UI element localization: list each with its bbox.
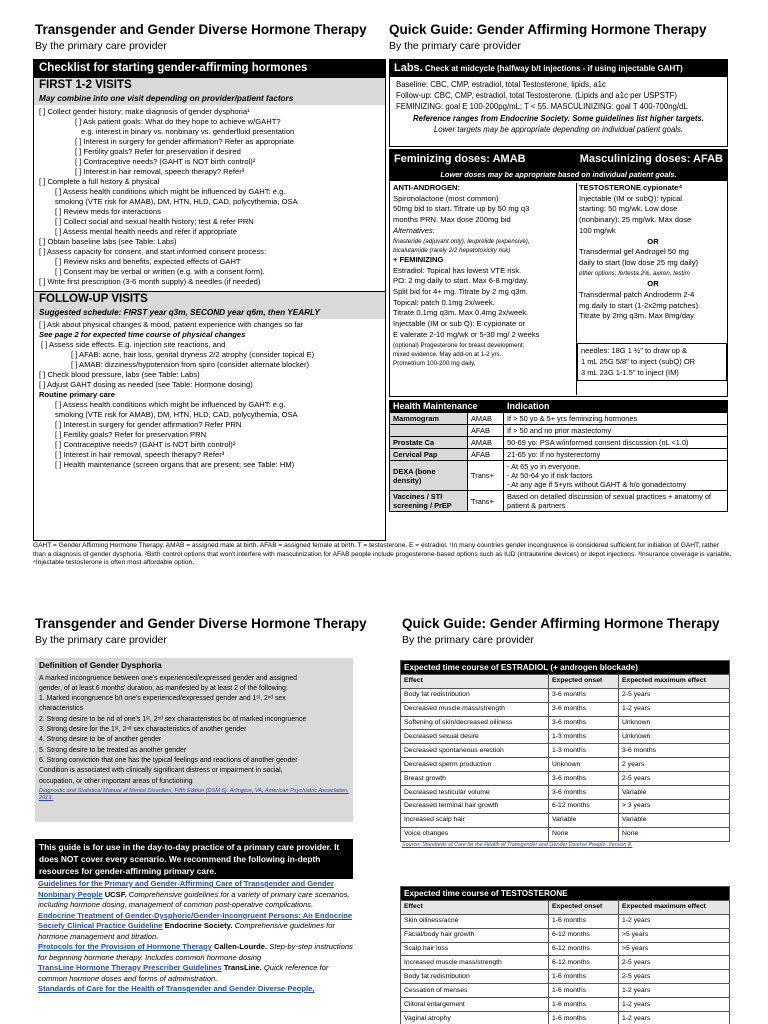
resource-link[interactable]: Endocrine Treatment of Gender-Dysphoric/Gender-Incongruent Persons: An Endocrine Society Clinical Practice Guideline <box>38 910 353 930</box>
effect-cell: Increased muscle mass/strength <box>401 956 549 970</box>
effect-cell: Breast growth <box>401 772 549 786</box>
masculinizing-dose-line: Titrate by 2mg q3m. Max 8mg/day <box>579 311 694 321</box>
table-row <box>401 998 730 1012</box>
definition-line: characteristics <box>39 705 84 713</box>
checklist-item: [ ] Collect social and sexual health history; test & refer PRN <box>55 217 254 226</box>
hm-indication: If > 50 yo & 5+ yrs feminizing hormones <box>504 413 728 425</box>
masculinizing-dose-line: other options: fortesta 2%, axiron, testim <box>579 269 690 277</box>
hm-indication: 21-65 yo: If no hysterectomy <box>504 449 728 461</box>
hm-group: Trans+ <box>468 461 504 491</box>
hm-label: Vaccines / STI screening / PrEP <box>390 491 468 512</box>
onset-cell: Variable <box>549 813 619 827</box>
feminizing-dose-line: PO: 2 mg daily to start. Max 6-8 mg/day. <box>393 276 529 286</box>
table-row <box>401 914 730 928</box>
needles-line: 3 mL 23G 1-1.5" to inject (IM) <box>581 367 679 377</box>
needles-line: needles: 18G 1 ½" to draw up & <box>581 346 688 355</box>
checklist-item: [ ] Ask patient goals: What do they hope to achieve w/GAHT? <box>75 117 281 126</box>
hm-group: AMAB <box>468 437 504 449</box>
checklist-item: [ ] Review meds for interactions <box>55 207 161 216</box>
estradiol-source[interactable]: Source: Standards of Care for the Health of Transgender and Gender Diverse People, Version 8. <box>402 842 633 848</box>
followup-heading: FOLLOW-UP VISITS <box>34 291 385 307</box>
page2-left-title: Transgender and Gender Diverse Hormone Therapy <box>35 616 367 631</box>
hm-group: AMAB <box>468 413 504 425</box>
followup-item: [ ] Fertility goals? Refer for preservation PRN <box>55 430 207 439</box>
max-effect-cell: >5 years <box>619 942 730 956</box>
effect-cell: Skin oiliness/acne <box>401 914 549 928</box>
feminizing-dose-line: Spironolactone (most common) <box>393 193 499 203</box>
definition-line: 3. Strong desire for the 1ˢᵗ, 2ⁿᵈ sex characteristics of another gender <box>39 726 247 734</box>
resource-item <box>38 942 356 963</box>
page1-footnote: GAHT = Gender Affirming Hormone Therapy. AMAB = assigned male at birth. AFAB = assigned female at birth. T = testosterone. E = estradiol. ¹In many countries gender incongruence is considered sufficient for initiation of GAHT, rather than a diagnosis of gender dysphoria. ²Birth control options that won't interfere with masculinization for AFAB people include progesterone-based options such as IUD (intrauterine devices) or depot injections. ³Insurance coverage is variable. ⁴Injectable testosterone is often most affordable option. <box>33 542 732 567</box>
onset-cell: 1-6 months <box>549 984 619 998</box>
resource-org: TransLine. <box>223 963 262 972</box>
labs-line: Baseline: CBC, CMP, estradiol, total Testosterone, lipids, a1c <box>396 80 606 89</box>
hm-header: Health Maintenance <box>390 401 504 413</box>
masculinizing-dose-line: OR <box>647 279 659 289</box>
effect-cell: Clitoral enlargement <box>401 998 549 1012</box>
hm-group: Trans+ <box>468 491 504 512</box>
checklist-item: [ ] Interest in surgery for gender affirmation? Refer as appropriate <box>75 137 294 146</box>
definition-line: 1. Marked incongruence b/t one's experienced/expressed gender and 1ˢᵗ, 2ⁿᵈ sex <box>39 695 286 703</box>
checklist-item: [ ] Obtain baseline labs (see Table: Labs) <box>39 237 177 246</box>
hm-label: Cervical Pap <box>390 449 468 461</box>
max-effect-cell: 1-2 years <box>619 702 730 716</box>
estradiol-col-max: Expected maximum effect <box>619 674 730 688</box>
max-effect-cell: >5 years <box>619 928 730 942</box>
resource-link[interactable]: Guidelines for the Primary and Gender-Affirming Care of Transgender and Gender Nonbinary People <box>38 879 334 899</box>
hm-row <box>390 425 728 437</box>
onset-cell: 6-12 months <box>549 942 619 956</box>
max-effect-cell: 2-5 years <box>619 772 730 786</box>
followup-item: [ ] Health maintenance (screen organs that are present; see Table: HM) <box>55 460 295 469</box>
hm-row <box>390 491 728 512</box>
estradiol-col-onset: Expected onset <box>549 674 619 688</box>
onset-cell: 1-3 months <box>549 730 619 744</box>
resource-description: Step-by-step instructions for beginning hormone therapy. Includes common hormone dosing <box>38 942 353 962</box>
max-effect-cell: 1-2 years <box>619 984 730 998</box>
table-row <box>401 928 730 942</box>
definition-line: 4. Strong desire to be of another gender <box>39 736 162 744</box>
onset-cell: 6-12 months <box>549 799 619 813</box>
table-row <box>401 799 730 813</box>
onset-cell: 6-12 months <box>549 956 619 970</box>
hm-row <box>390 413 728 425</box>
table-row <box>401 813 730 827</box>
definition-panel <box>35 658 353 822</box>
followup-schedule: Suggested schedule: FIRST year q3m, SECOND year q6m, then YEARLY <box>34 307 385 319</box>
definition-title: Definition of Gender Dysphoria <box>39 660 162 670</box>
max-effect-cell: Unknown <box>619 716 730 730</box>
table-row <box>401 1012 730 1024</box>
resource-item <box>38 984 356 995</box>
onset-cell: 3-6 months <box>549 716 619 730</box>
checklist-item: [ ] Assess health conditions which might be influenced by GAHT: e.g. <box>55 187 286 196</box>
hm-row <box>390 461 728 491</box>
max-effect-cell: 2-5 years <box>619 970 730 984</box>
masculinizing-doses-heading: Masculinizing doses: AFAB <box>579 153 723 165</box>
effect-cell: Decreased muscle mass/strength <box>401 702 549 716</box>
masculinizing-dose-line: starting: 50 mg/wk. Low dose <box>579 204 678 214</box>
hm-indication: Based on detailed discussion of sexual practices + anatomy of patient & partners <box>504 491 728 512</box>
estradiol-col-effect: Effect <box>401 674 549 688</box>
followup-item: [ ] Assess side effects. E.g. injection site reactions, and <box>41 340 226 349</box>
followup-item: [ ] AMAB: dizziness/hypotension from spiro (consider alternate blocker) <box>71 360 310 369</box>
page1-left-subtitle: By the primary care provider <box>35 40 167 52</box>
followup-item: [ ] Assess health conditions which might be influenced by GAHT: e.g. <box>55 400 286 409</box>
needles-box <box>577 343 727 381</box>
effect-cell: Decreased spontaneous erection <box>401 744 549 758</box>
checklist-panel <box>33 59 386 541</box>
testosterone-time-course-table <box>400 886 730 1024</box>
followup-item: [ ] Check blood pressure, labs (see Table: Labs) <box>39 370 200 379</box>
hm-indication-header: Indication <box>504 401 728 413</box>
labs-heading: Labs. <box>394 62 423 74</box>
followup-item: Routine primary care <box>39 390 115 399</box>
definition-list <box>39 674 349 787</box>
checklist-item: [ ] Fertility goals? Refer for preservation if desired <box>75 147 241 156</box>
resource-item <box>38 911 356 943</box>
max-effect-cell: 1-2 years <box>619 914 730 928</box>
feminizing-dose-line: Titrate 0.1mg q3m. Max 0.4mg 2x/week. <box>393 308 529 318</box>
masculinizing-dose-line: (nonbinary): 25 mg/wk. Max dose <box>579 215 692 225</box>
table-row <box>401 730 730 744</box>
table-row <box>401 702 730 716</box>
max-effect-cell: 1-2 years <box>619 998 730 1012</box>
definition-line: 2. Strong desire to be rid of one's 1ˢᵗ, 2ⁿᵈ sex characteristics bc of marked incongruence <box>39 715 307 723</box>
effect-cell: Vaginal atrophy <box>401 1012 549 1024</box>
onset-cell: Unknown <box>549 758 619 772</box>
followup-item: [ ] Contraceptive needs? (GAHT is NOT birth control)² <box>55 440 236 449</box>
hm-row <box>390 437 728 449</box>
effect-cell: Facial/body hair growth <box>401 928 549 942</box>
onset-cell: 6-12 months <box>549 928 619 942</box>
definition-line: A marked incongruence between one's experienced/expressed gender and assigned <box>39 674 297 682</box>
needles-line: 1 mL 25G 5/8" to inject (subQ) OR <box>581 356 696 366</box>
onset-cell: 1-6 months <box>549 914 619 928</box>
hm-label <box>390 425 468 437</box>
checklist-item: e.g. interest in binary vs. nonbinary vs. genderfluid presentation <box>81 127 295 136</box>
first-visits-note: May combine into one visit depending on provider/patient factors <box>34 93 385 105</box>
feminizing-dose-line: Prometrium 100-200 mg daily. <box>393 359 476 367</box>
page1-right-subtitle: By the primary care provider <box>389 40 521 52</box>
max-effect-cell: Unknown <box>619 730 730 744</box>
resource-link[interactable]: TransLine Hormone Therapy Prescriber Guidelines <box>38 963 222 972</box>
masculinizing-dose-line: OR <box>647 236 659 246</box>
table-row <box>401 772 730 786</box>
onset-cell: 1-3 months <box>549 744 619 758</box>
feminizing-dose-line: Topical: patch 0.1mg 2x/week. <box>393 297 495 307</box>
followup-item: [ ] AFAB: acne, hair loss, genital dryness 2/2 atrophy (consider topical E) <box>71 350 315 359</box>
followup-item: See page 2 for expected time course of physical changes <box>39 330 246 339</box>
estradiol-table-title: Expected time course of ESTRADIOL (+ androgen blockade) <box>401 661 730 675</box>
masculinizing-doses-list <box>579 183 727 322</box>
onset-cell: 3-6 months <box>549 688 619 702</box>
feminizing-dose-line: Injectable (IM or sub Q): E cypionate or <box>393 319 526 329</box>
labs-heading-note: Check at midcycle (halfway b/t injections - if using injectable GAHT) <box>424 64 683 73</box>
dsm-citation[interactable]: Diagnostic and Statistical Manual of Mental Disorders, Fifth Edition (DSM-5). Arlington, VA, American Psychiatric Association, 2013. <box>39 787 349 801</box>
masculinizing-dose-line: Transdermal patch Androderm 2-4 <box>579 290 695 300</box>
feminizing-dose-line: 50mg bid to start. Titrate up by 50 mg q3 <box>393 204 530 214</box>
checklist-item: [ ] Consent may be verbal or written (e.g. with a consent form). <box>55 267 265 276</box>
feminizing-dose-line: mixed evidence. May add-on at 1-2 yrs. <box>393 350 502 358</box>
testosterone-col-onset: Expected onset <box>549 900 619 914</box>
effect-cell: Decreased testicular volume <box>401 786 549 800</box>
feminizing-dose-line: ANTI-ANDROGEN: <box>393 183 461 192</box>
effect-cell: Body fat redistribution <box>401 970 549 984</box>
masculinizing-dose-line: 100 mg/wk <box>579 225 616 235</box>
feminizing-dose-line: Estradiol: Topical has lowest VTE risk. <box>393 265 522 275</box>
testosterone-table-title: Expected time course of TESTOSTERONE <box>401 887 730 901</box>
definition-line: occupation, or other important areas of functioning <box>39 777 193 785</box>
checklist-item: [ ] Contraceptive needs? (GAHT is NOT birth control)² <box>75 157 256 166</box>
followup-item: [ ] Adjust GAHT dosing as needed (see Table: Hormone dosing) <box>39 380 253 389</box>
testosterone-col-effect: Effect <box>401 900 549 914</box>
hm-group: AFAB <box>468 449 504 461</box>
onset-cell: 3-6 months <box>549 786 619 800</box>
hm-row <box>390 449 728 461</box>
hm-label: Prostate Ca <box>390 437 468 449</box>
checklist-header: Checklist for starting gender-affirming hormones <box>34 60 385 78</box>
table-row <box>401 786 730 800</box>
definition-line: gender, of at least 6 months' duration, as manifested by at least 2 of the following: <box>39 684 288 692</box>
hm-indication: If > 50 and no prior mastectomy <box>504 425 728 437</box>
followup-item: [ ] Interest in surgery for gender affirmation? Refer PRN <box>55 420 242 429</box>
onset-cell: 1-6 months <box>549 998 619 1012</box>
masculinizing-dose-line: daily to start (low dose 25 mg daily) <box>579 257 699 267</box>
doses-note: Lower doses may be appropriate based on individual patient goals. <box>390 170 727 181</box>
checklist-item: [ ] Assess capacity for consent, and start informed consent process: <box>39 247 267 256</box>
onset-cell: 1-6 months <box>549 1012 619 1024</box>
definition-line: 6. Strong conviction that one has the typical feelings and reactions of another gender <box>39 756 298 764</box>
labs-line: Follow-up: CBC, CMP, estradiol, total Testosterone. (Lipids and a1c per USPSTF) <box>396 91 677 101</box>
checklist-item: [ ] Write first prescription (3-6 month supply) & needles (if needed) <box>39 277 261 286</box>
checklist-item: [ ] Review risks and benefits, expected effects of GAHT <box>55 257 241 266</box>
table-row <box>401 956 730 970</box>
table-row <box>401 688 730 702</box>
table-row <box>401 827 730 841</box>
followup-item: [ ] Ask about physical changes & mood, patient experience with changes so far <box>39 320 304 329</box>
feminizing-dose-line: E valerate 2-10 mg/wk or 5-30 mg/ 2 weeks <box>393 329 540 339</box>
effect-cell: Voice changes <box>401 827 549 841</box>
checklist-item: smoking (VTE risk for AMAB), DM, HTN, HLD, CAD, polycythemia, OSA <box>55 197 298 206</box>
estradiol-time-course-table <box>400 660 730 842</box>
feminizing-doses-list <box>393 183 576 368</box>
health-maintenance-table <box>389 400 728 512</box>
masculinizing-dose-line: mg daily to start (1-2x2mg patches). <box>579 300 701 310</box>
effect-cell: Scalp hair loss <box>401 942 549 956</box>
hm-group: AFAB <box>468 425 504 437</box>
max-effect-cell: > 3 years <box>619 799 730 813</box>
feminizing-doses-heading: Feminizing doses: AMAB <box>394 153 526 165</box>
feminizing-dose-line: finasteride (adjuvant only), leuprolide (expensive), <box>393 237 530 245</box>
hm-label: DEXA (bone density) <box>390 461 468 491</box>
resource-link[interactable]: Standards of Care for the Health of Transgender and Gender Diverse People, <box>38 984 315 993</box>
masculinizing-dose-line: Transdermal gel Androgel 50 mg <box>579 247 689 257</box>
effect-cell: Decreased sexual desire <box>401 730 549 744</box>
onset-cell: None <box>549 827 619 841</box>
resource-link[interactable]: Protocols for the Provision of Hormone Therapy <box>38 942 212 951</box>
masculinizing-dose-line: Injectable (IM or subQ): typical <box>579 193 682 203</box>
checklist-item: [ ] Assess mental health needs and refer if appropriate <box>55 227 237 236</box>
effect-cell: Softening of skin/decreased oiliness <box>401 716 549 730</box>
table-row <box>401 942 730 956</box>
table-row <box>401 970 730 984</box>
max-effect-cell: Variable <box>619 786 730 800</box>
hm-indication: 50-69 yo: PSA w/informed consent discussion (nL <1.0) <box>504 437 728 449</box>
resources-list <box>38 879 356 995</box>
doses-panel <box>389 149 728 397</box>
table-row <box>401 744 730 758</box>
onset-cell: 3-6 months <box>549 772 619 786</box>
resource-item <box>38 963 356 984</box>
max-effect-cell: 2 years <box>619 758 730 772</box>
resources-header: This guide is for use in the day-to-day practice of a primary care provider. It does NOT cover every scenario. We recommend the following in-depth resources for gender-affirming primary care. <box>35 839 353 879</box>
effect-cell: Decreased terminal hair growth <box>401 799 549 813</box>
page1-right-title: Quick Guide: Gender Affirming Hormone Therapy <box>389 22 707 37</box>
feminizing-dose-line: (optional) Progesterone for breast development; <box>393 341 525 349</box>
resource-description: Comprehensive guidelines for hormone management and titration. <box>38 921 336 941</box>
onset-cell: 3-6 months <box>549 702 619 716</box>
feminizing-dose-line: bicalutamide (rarely 2/2 hepatotoxicity risk) <box>393 246 511 254</box>
page2-right-title: Quick Guide: Gender Affirming Hormone Therapy <box>402 616 720 631</box>
hm-indication: - At 65 yo in everyone. - At 50-64 yo if risk factors - At any age if 5+yrs without GAHT & h/o gonadectomy <box>504 461 728 491</box>
checklist-item: [ ] Interest in hair removal, speech therapy? Refer³ <box>75 167 245 176</box>
page2-left-subtitle: By the primary care provider <box>35 634 167 646</box>
page1-left-title: Transgender and Gender Diverse Hormone Therapy <box>35 22 367 37</box>
resource-org: Endocrine Society. <box>164 921 233 930</box>
first-visits-list <box>34 105 385 289</box>
resource-org: Callen-Lourde. <box>213 942 268 951</box>
effect-cell: Cessation of menses <box>401 984 549 998</box>
max-effect-cell: None <box>619 827 730 841</box>
hm-label: Mammogram <box>390 413 468 425</box>
masculinizing-dose-line: TESTOSTERONE cypionate⁴ <box>579 183 683 192</box>
effect-cell: Body fat redistribution <box>401 688 549 702</box>
testosterone-col-max: Expected maximum effect <box>619 900 730 914</box>
labs-line: Lower targets may be appropriate depending on individual patient goals. <box>433 124 684 134</box>
max-effect-cell: 3-6 months <box>619 744 730 758</box>
max-effect-cell: 2-5 years <box>619 956 730 970</box>
labs-panel <box>389 59 728 147</box>
table-row <box>401 984 730 998</box>
feminizing-dose-line: Split bid for 4+ mg. Titrate by 2 mg q3m. <box>393 287 528 297</box>
max-effect-cell: 2-5 years <box>619 688 730 702</box>
first-visits-heading: FIRST 1-2 VISITS <box>34 78 385 93</box>
page2-right-subtitle: By the primary care provider <box>402 634 534 646</box>
checklist-item: [ ] Collect gender history; make diagnosis of gender dysphoria¹ <box>39 107 250 116</box>
definition-line: 5. Strong desire to be treated as another gender <box>39 746 187 754</box>
effect-cell: Increased scalp hair <box>401 813 549 827</box>
followup-item: smoking (VTE risk for AMAB), DM, HTN, HLD, CAD, polycythemia, OSA <box>55 410 298 419</box>
feminizing-dose-line: months PRN. Max dose 200mg bid <box>393 215 511 225</box>
checklist-item: [ ] Complete a full history & physical <box>39 177 160 186</box>
labs-line: Reference ranges from Endocrine Society. Some guidelines list higher targets. <box>413 113 704 123</box>
followup-item: [ ] Interest in hair removal, speech therapy? Refer³ <box>55 450 225 459</box>
feminizing-dose-line: + FEMINIZING <box>393 254 444 264</box>
resource-description: Comprehensive guidelines for a variety of primary care scenarios, including hormone dosing, management of common post-operative complications. <box>38 889 350 909</box>
followup-list <box>34 319 385 471</box>
labs-line: FEMINIZING: goal E 100-200pg/mL; T < 55. MASCULINIZING: goal T 400-700ng/dL <box>396 102 688 112</box>
onset-cell: 1-6 months <box>549 970 619 984</box>
feminizing-dose-line: Alternatives: <box>393 225 435 235</box>
effect-cell: Decreased sperm production <box>401 758 549 772</box>
labs-list <box>390 77 727 137</box>
table-row <box>401 758 730 772</box>
max-effect-cell: Variable <box>619 813 730 827</box>
resource-item <box>38 879 356 911</box>
resource-description: Quick reference for common hormone doses and forms of administration. <box>38 963 329 983</box>
definition-line: Condition is associated with clinically significant distress or impairment in social, <box>39 767 283 775</box>
max-effect-cell: 1-2 years <box>619 1012 730 1024</box>
resource-org: UCSF. <box>104 889 127 899</box>
table-row <box>401 716 730 730</box>
